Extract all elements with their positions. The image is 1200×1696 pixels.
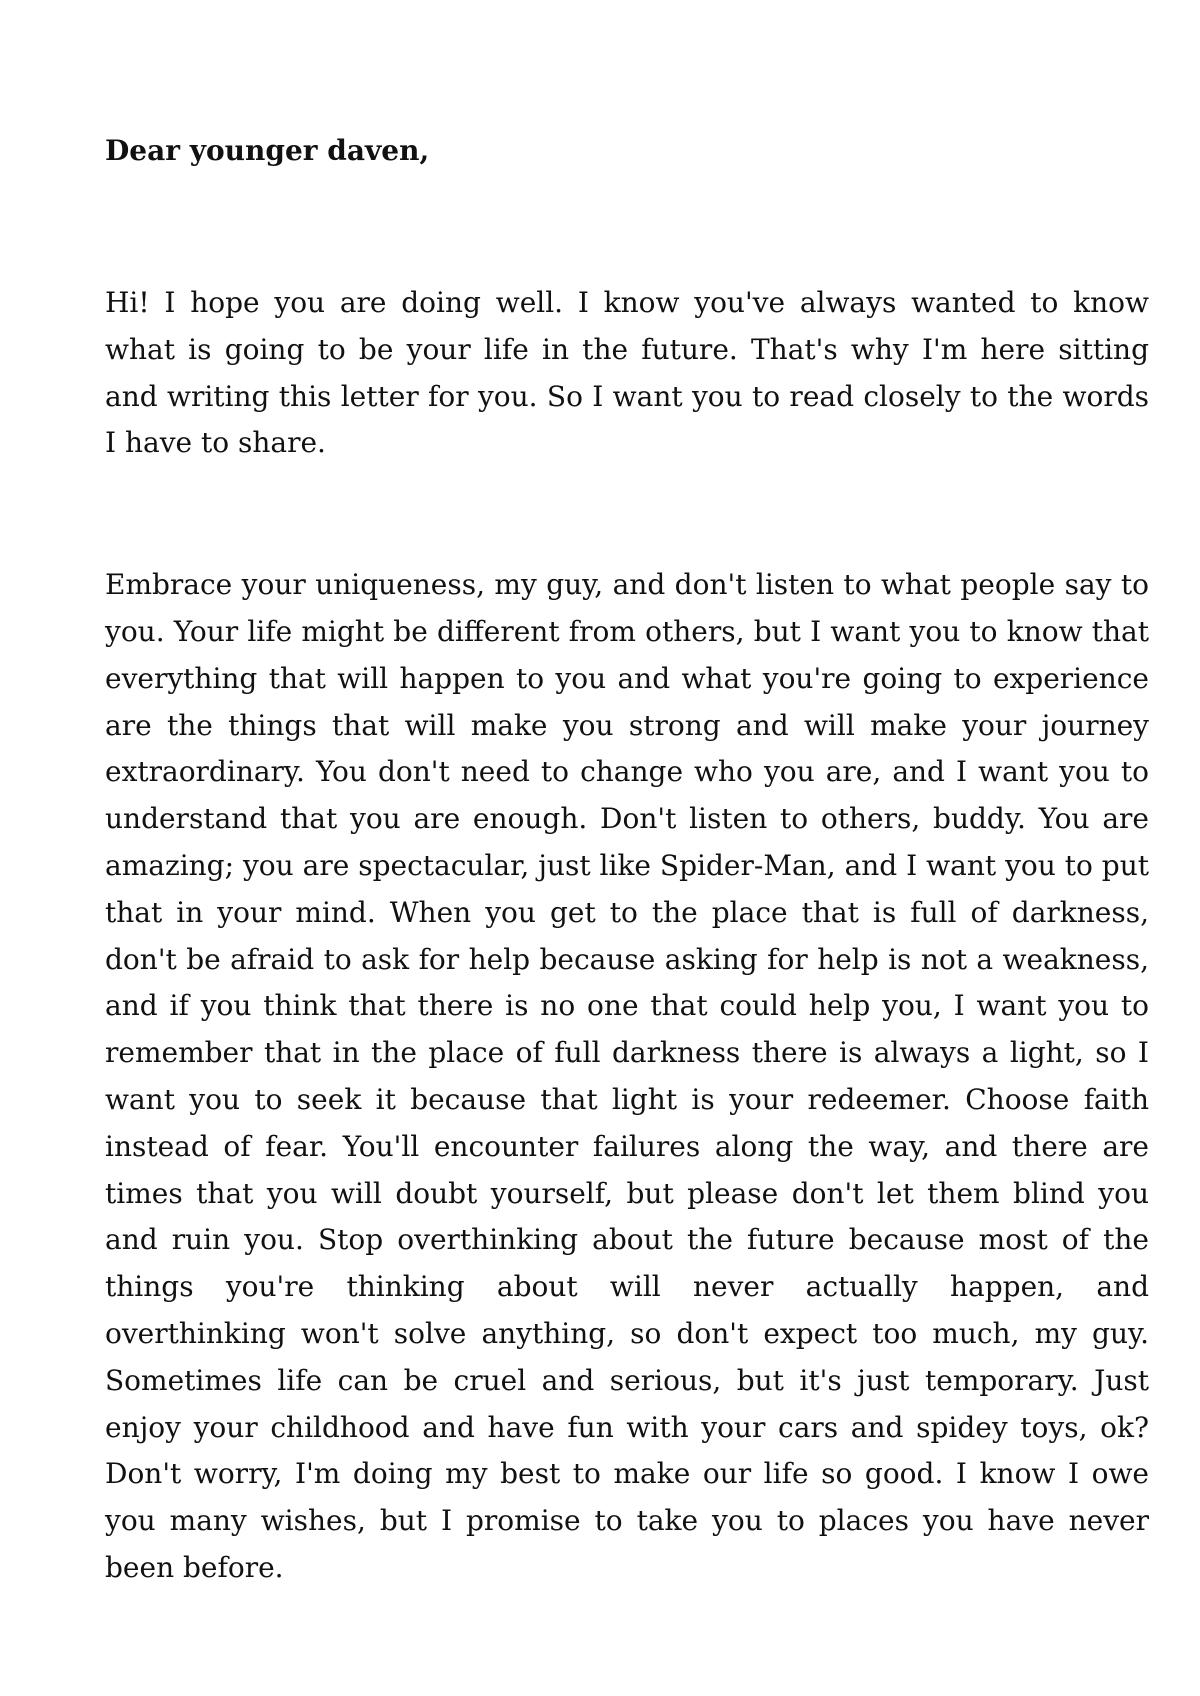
letter-body [105, 128, 1149, 1592]
letter-paragraph-intro: Hi! I hope you are doing well. I know you've always wanted to know what is going to be your life in the future. That's why I'm here sitting and writing this letter for you. So I want you to read closely to the words I have to share. [105, 286, 1149, 460]
letter-paragraph-main: Embrace your uniqueness, my guy, and don't listen to what people say to you. Your life might be different from others, but I want you to know that everything that will happen to you and what you're going to experience are the things that will make you strong and will make your journey extraordinary. You don't need to change who you are, and I want you to understand that you are enough. Don't listen to others, buddy. You are amazing; you are spectacular, just like Spider-Man, and I want you to put that in your mind. When you get to the place that is full of darkness, don't be afraid to ask for help because asking for help is not a weakness, and if you think that there is no one that could help you, I want you to remember that in the place of full darkness there is always a light, so I want you to seek it because that light is your redeemer. Choose faith instead of fear. You'll encounter failures along the way, and there are times that you will doubt yourself, but please don't let them blind you and ruin you. Stop overthinking about the future because most of the things you're thinking about will never actually happen, and overthinking won't solve anything, so don't expect too much, my guy. Sometimes life can be cruel and serious, but it's just temporary. Just enjoy your childhood and have fun with your cars and spidey toys, ok? Don't worry, I'm doing my best to make our life so good. I know I owe you many wishes, but I promise to take you to places you have never been before. [105, 568, 1149, 1584]
letter-salutation: Dear younger daven, [105, 134, 430, 167]
